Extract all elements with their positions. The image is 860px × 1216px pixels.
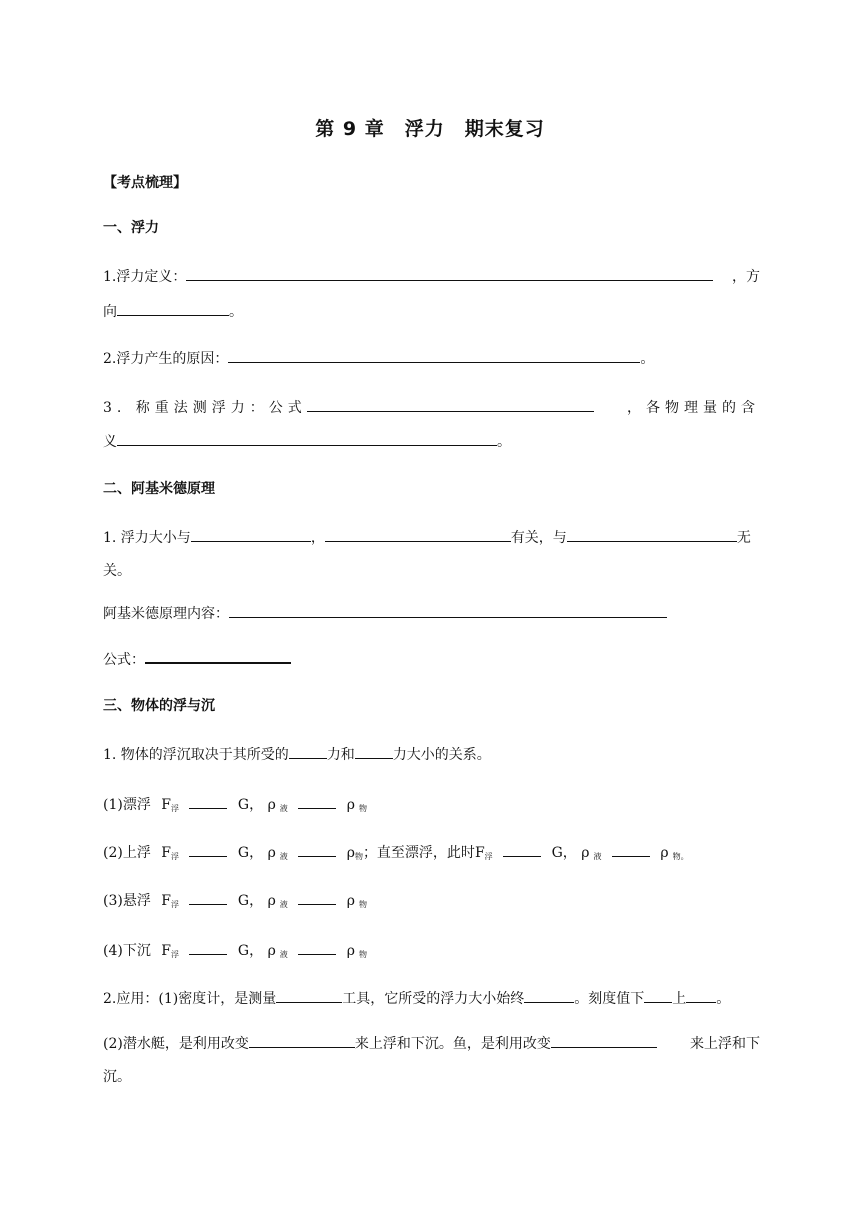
- density-symbol: ρ: [346, 845, 355, 861]
- archimedes-formula-line: [103, 648, 760, 670]
- question-text: 来上浮和下: [690, 1036, 760, 1052]
- fill-blank[interactable]: [298, 794, 336, 809]
- subscript: 液: [279, 852, 288, 861]
- fill-blank[interactable]: [325, 527, 511, 542]
- question-text: 1. 物体的浮沉取决于其所受的: [103, 747, 289, 763]
- question-text: 上: [672, 991, 687, 1007]
- subscript: 液: [593, 852, 602, 861]
- fill-blank[interactable]: [228, 348, 640, 363]
- gravity-symbol: G，: [551, 845, 577, 861]
- density-symbol: ρ: [267, 797, 276, 813]
- density-symbol: ρ: [660, 845, 669, 861]
- question-text: 。: [640, 351, 655, 367]
- question-text: 1.浮力定义：: [103, 269, 187, 285]
- density-symbol: ρ: [346, 943, 355, 959]
- question-weighing-method: [103, 397, 760, 418]
- subscript: 物: [358, 950, 367, 959]
- question-text: 工具，它所受的浮力大小始终: [342, 991, 525, 1007]
- case-suspended: [103, 890, 760, 915]
- question-text: 义: [103, 434, 117, 450]
- fill-blank[interactable]: [298, 890, 336, 905]
- question-submarine: [103, 1033, 760, 1054]
- case-label: (3)悬浮: [103, 893, 151, 909]
- gravity-symbol: G，: [237, 893, 264, 909]
- subscript: 物: [358, 804, 367, 813]
- gravity-symbol: G，: [237, 797, 264, 813]
- case-label: (4)下沉: [103, 943, 151, 959]
- subscript: 物: [358, 900, 367, 909]
- fill-blank[interactable]: [229, 603, 667, 618]
- outline-heading: 【考点梳理】: [103, 175, 187, 191]
- question-text: 来上浮和下沉。鱼，是利用改变: [354, 1036, 551, 1052]
- subscript: 液: [279, 804, 288, 813]
- force-symbol: F: [161, 893, 172, 909]
- section-heading-buoyancy: 一、浮力: [103, 220, 159, 236]
- subscript: 浮: [171, 950, 180, 959]
- question-text: ，: [310, 530, 325, 546]
- fill-blank[interactable]: [186, 266, 713, 281]
- fill-blank[interactable]: [189, 940, 227, 955]
- question-text: 。: [229, 304, 243, 320]
- fill-blank[interactable]: [551, 1033, 657, 1048]
- fill-blank[interactable]: [249, 1033, 355, 1048]
- question-buoyancy-factors-cont: 关。: [103, 563, 131, 579]
- subscript: 物: [672, 852, 681, 861]
- subscript: 浮: [484, 852, 493, 861]
- question-hydrometer: [103, 988, 760, 1009]
- question-submarine-cont: 沉。: [103, 1069, 131, 1085]
- fill-blank[interactable]: [503, 842, 541, 857]
- density-symbol: ρ: [267, 943, 276, 959]
- subscript: 浮: [171, 900, 180, 909]
- question-text: 向: [103, 304, 117, 320]
- force-symbol: F: [161, 797, 172, 813]
- question-buoyancy-factors: [103, 527, 760, 548]
- question-buoyancy-definition: [103, 266, 760, 287]
- question-float-condition: [103, 744, 760, 765]
- subscript: 液: [279, 950, 288, 959]
- subscript: 液: [279, 900, 288, 909]
- question-text: 。: [716, 991, 731, 1007]
- section-heading-archimedes: 二、阿基米德原理: [103, 481, 215, 497]
- fill-blank[interactable]: [289, 744, 327, 759]
- fill-blank[interactable]: [145, 648, 291, 664]
- question-text: (2)潜水艇，是利用改变: [103, 1036, 249, 1052]
- question-text: 无: [736, 530, 751, 546]
- case-label: (1)漂浮: [103, 797, 151, 813]
- fill-blank[interactable]: [686, 988, 716, 1003]
- question-buoyancy-cause: [103, 348, 760, 369]
- case-label: (2)上浮: [103, 845, 151, 861]
- force-symbol: F: [474, 845, 485, 861]
- density-symbol: ρ: [267, 845, 276, 861]
- fill-blank[interactable]: [307, 397, 594, 412]
- density-symbol: ρ: [267, 893, 276, 909]
- fill-blank[interactable]: [612, 842, 650, 857]
- question-weighing-meaning: [103, 431, 760, 452]
- question-text: 2.浮力产生的原因：: [103, 351, 229, 367]
- subscript: 物: [354, 852, 363, 861]
- fill-blank[interactable]: [189, 794, 227, 809]
- case-floating: [103, 794, 760, 819]
- gravity-symbol: G，: [237, 845, 264, 861]
- section-heading-float-sink: 三、物体的浮与沉: [103, 698, 215, 714]
- question-text: 2.应用：(1)密度计，是测量: [103, 991, 277, 1007]
- question-text: 。: [680, 852, 689, 861]
- question-text: 阿基米德原理内容：: [103, 606, 229, 622]
- density-symbol: ρ: [346, 797, 355, 813]
- case-sinking: [103, 940, 760, 965]
- question-text: ，方: [732, 269, 760, 285]
- question-text: 。: [497, 434, 511, 450]
- fill-blank[interactable]: [117, 301, 229, 316]
- subscript: 浮: [171, 852, 180, 861]
- gravity-symbol: G，: [237, 943, 264, 959]
- fill-blank[interactable]: [117, 431, 497, 446]
- density-symbol: ρ: [581, 845, 590, 861]
- fill-blank[interactable]: [189, 842, 227, 857]
- fill-blank[interactable]: [644, 988, 672, 1003]
- question-text: 公式：: [103, 652, 145, 668]
- question-text: 3. 称重法测浮力：公式: [103, 400, 307, 416]
- case-rising: [103, 842, 760, 867]
- question-text: 1. 浮力大小与: [103, 530, 191, 546]
- fill-blank[interactable]: [524, 988, 574, 1003]
- question-text: ，各物理量的含: [627, 400, 760, 416]
- question-text: 有关，与: [510, 530, 567, 546]
- question-text: ；直至漂浮，此时: [362, 845, 475, 861]
- question-buoyancy-direction: [103, 301, 760, 322]
- question-text: 力和: [326, 747, 355, 763]
- force-symbol: F: [161, 845, 172, 861]
- fill-blank[interactable]: [298, 842, 336, 857]
- force-symbol: F: [161, 943, 172, 959]
- fill-blank[interactable]: [298, 940, 336, 955]
- page-title: 第 9 章 浮力 期末复习: [315, 118, 545, 140]
- subscript: 浮: [171, 804, 180, 813]
- fill-blank[interactable]: [276, 988, 342, 1003]
- archimedes-principle-line: [103, 603, 760, 624]
- fill-blank[interactable]: [567, 527, 737, 542]
- question-text: 。刻度值下: [574, 991, 645, 1007]
- density-symbol: ρ: [346, 893, 355, 909]
- fill-blank[interactable]: [355, 744, 393, 759]
- fill-blank[interactable]: [189, 890, 227, 905]
- fill-blank[interactable]: [191, 527, 311, 542]
- question-text: 力大小的关系。: [392, 747, 491, 763]
